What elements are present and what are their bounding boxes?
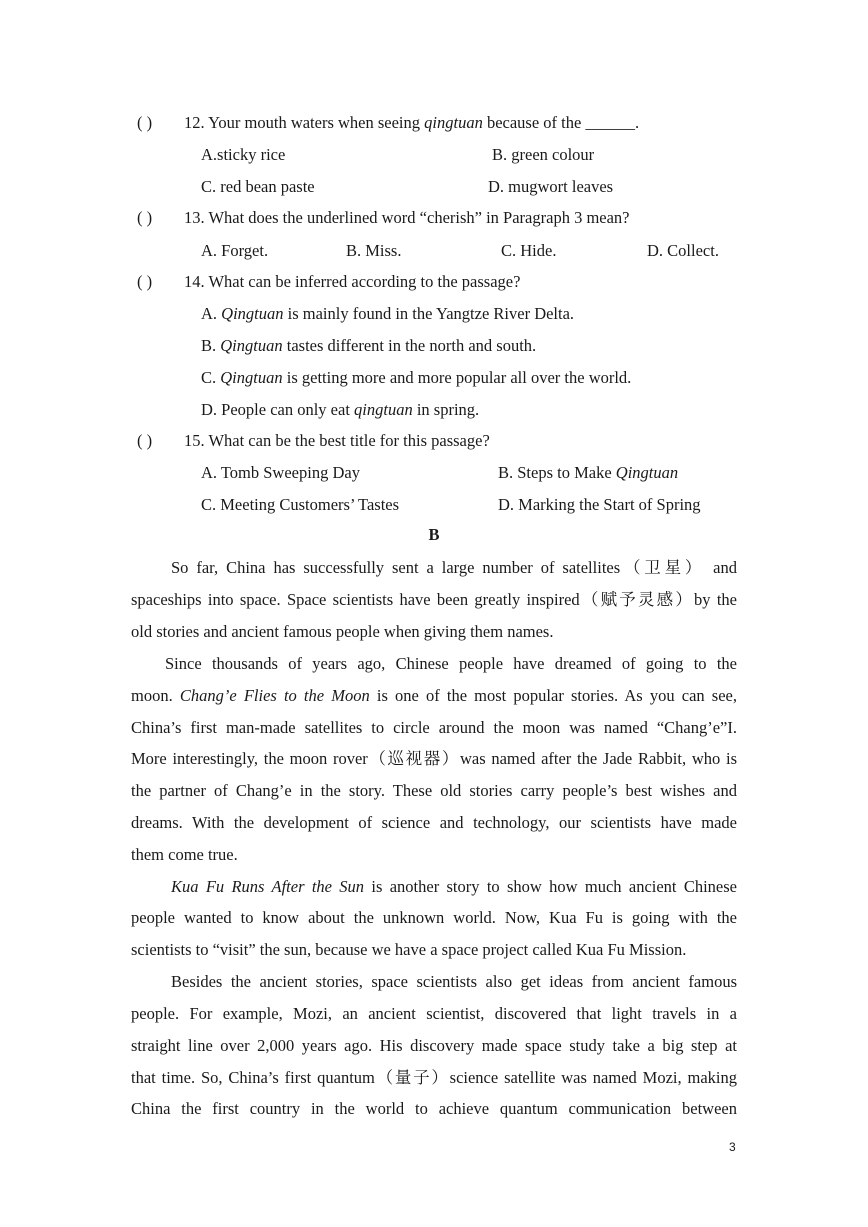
answer-blank-13[interactable]: ( ): [137, 208, 153, 227]
q15-option-a: A. Tomb Sweeping Day: [201, 463, 360, 482]
question-13-stem: 13. What does the underlined word “cherish” in Paragraph 3 mean?: [184, 208, 630, 227]
paragraph-1-line: old stories and ancient famous people when giving them names.: [131, 622, 554, 641]
q14-option-d: D. People can only eat qingtuan in spring.: [201, 400, 480, 419]
q12-option-d: D. mugwort leaves: [488, 177, 614, 196]
q13-option-c: C. Hide.: [501, 241, 557, 260]
question-14-stem: 14. What can be inferred according to the passage?: [184, 272, 521, 291]
q14-option-c: C. Qingtuan is getting more and more popular all over the world.: [201, 368, 632, 387]
q15-option-c: C. Meeting Customers’ Tastes: [201, 495, 400, 514]
question-15-stem: 15. What can be the best title for this passage?: [184, 431, 490, 450]
paragraph-2-line: China’s first man-made satellites to circle around the moon was named “Chang’e”I.: [131, 718, 737, 737]
paragraph-4-line: straight line over 2,000 years ago. His discovery made space study take a big step at: [131, 1036, 737, 1055]
question-12-stem: 12. Your mouth waters when seeing qingtuan because of the ______.: [184, 113, 640, 132]
paragraph-2-line: dreams. With the development of science and technology, our scientists have made: [131, 813, 737, 832]
answer-blank-12[interactable]: ( ): [137, 113, 153, 132]
paragraph-2-line: the partner of Chang’e in the story. These old stories carry people’s best wishes and: [131, 781, 737, 800]
q15-option-b: B. Steps to Make Qingtuan: [498, 463, 679, 482]
q13-option-d: D. Collect.: [647, 241, 719, 260]
paragraph-3-line: people wanted to know about the unknown world. Now, Kua Fu is going with the: [131, 908, 737, 927]
paragraph-4-line: people. For example, Mozi, an ancient scientist, discovered that light travels in a: [131, 1004, 737, 1023]
q12-option-a: A.sticky rice: [201, 145, 286, 164]
paragraph-4-line: China the first country in the world to achieve quantum communication between: [131, 1099, 737, 1118]
paragraph-4-line: that time. So, China’s first quantum（量子）science satellite was named Mozi, making: [131, 1068, 737, 1087]
paragraph-2-line: moon. Chang’e Flies to the Moon is one of the most popular stories. As you can see,: [131, 686, 737, 705]
q14-option-a: A. Qingtuan is mainly found in the Yangtze River Delta.: [201, 304, 575, 323]
q12-option-b: B. green colour: [492, 145, 595, 164]
paragraph-4-line: Besides the ancient stories, space scientists also get ideas from ancient famous: [171, 972, 737, 991]
paragraph-3-line: scientists to “visit” the sun, because we have a space project called Kua Fu Mission.: [131, 940, 687, 959]
paragraph-2-line: Since thousands of years ago, Chinese people have dreamed of going to the: [165, 654, 737, 673]
paragraph-3-line: Kua Fu Runs After the Sun is another story to show how much ancient Chinese: [171, 877, 737, 896]
paragraph-1-line: So far, China has successfully sent a large number of satellites（卫星） and: [171, 558, 737, 577]
paragraph-2-line: More interestingly, the moon rover（巡视器）was named after the Jade Rabbit, who is: [131, 749, 737, 768]
q15-option-d: D. Marking the Start of Spring: [498, 495, 701, 514]
page-number: 3: [729, 1140, 736, 1154]
q13-option-b: B. Miss.: [346, 241, 402, 260]
q12-option-c: C. red bean paste: [201, 177, 315, 196]
answer-blank-14[interactable]: ( ): [137, 272, 153, 291]
paragraph-1-line: spaceships into space. Space scientists have been greatly inspired（赋予灵感）by the: [131, 590, 737, 609]
answer-blank-15[interactable]: ( ): [137, 431, 153, 450]
paragraph-2-line: them come true.: [131, 845, 238, 864]
section-b-heading: B: [428, 525, 440, 544]
q13-option-a: A. Forget.: [201, 241, 269, 260]
q14-option-b: B. Qingtuan tastes different in the north and south.: [201, 336, 537, 355]
